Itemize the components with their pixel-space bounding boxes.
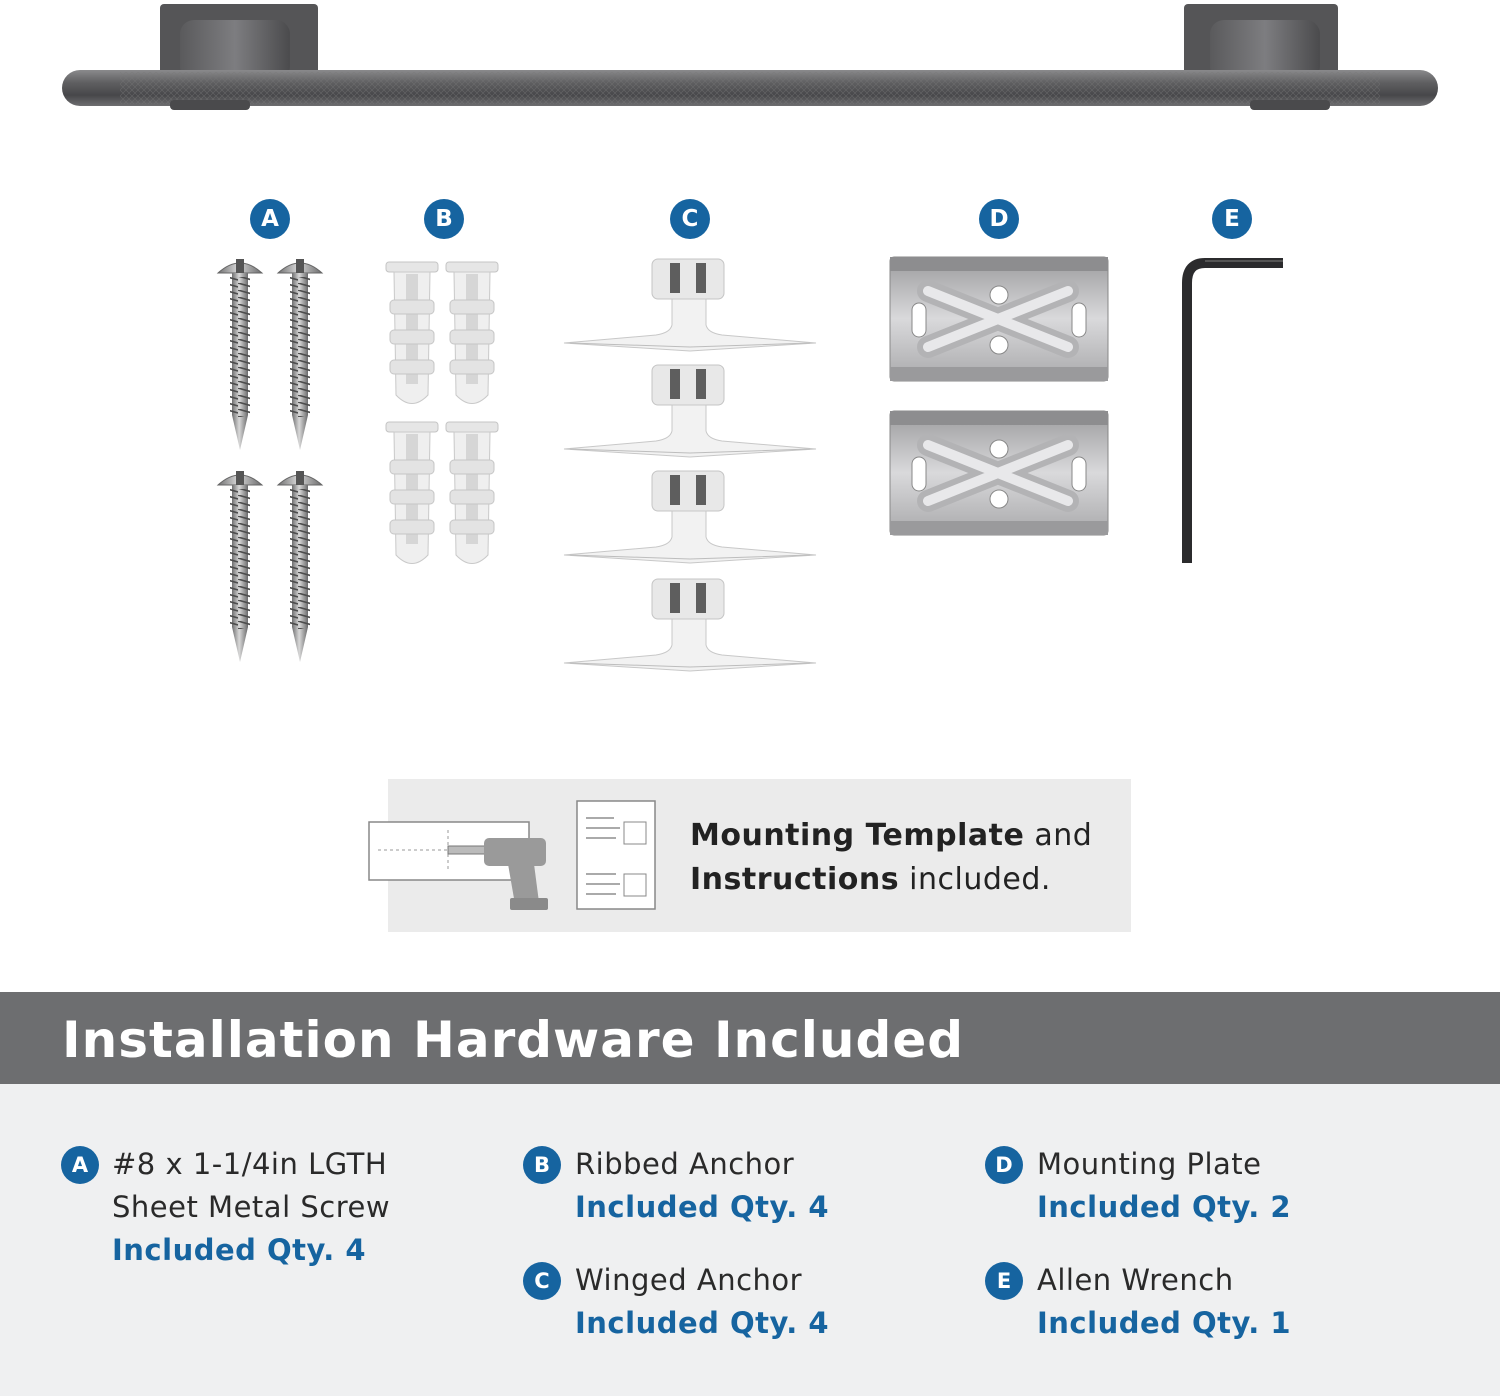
part-badge-a: A <box>250 199 290 239</box>
part-badge-e: E <box>1212 199 1252 239</box>
legend-item-b <box>575 1143 829 1229</box>
legend-description-c: Winged Anchor <box>575 1263 803 1297</box>
legend-item-e <box>1037 1259 1291 1345</box>
legend-item-d <box>1037 1143 1291 1229</box>
legend-description-e: Allen Wrench <box>1037 1263 1234 1297</box>
legend-qty-b: Included Qty. 4 <box>575 1190 830 1224</box>
template-note-bold2: Instructions <box>690 862 900 897</box>
screw-icon <box>210 255 330 670</box>
template-note <box>690 814 1092 902</box>
legend-description-b: Ribbed Anchor <box>575 1147 795 1181</box>
template-note-text1: and <box>1024 818 1093 853</box>
legend-badge-b: B <box>523 1146 561 1184</box>
legend-qty-a: Included Qty. 4 <box>112 1233 367 1267</box>
legend-badge-e: E <box>985 1262 1023 1300</box>
ribbed-anchor-icon <box>384 260 504 572</box>
legend-description-d: Mounting Plate <box>1037 1147 1262 1181</box>
template-note-text2: included. <box>899 862 1051 897</box>
instructions-document-icon <box>576 800 658 912</box>
legend-qty-e: Included Qty. 1 <box>1037 1306 1292 1340</box>
legend-qty-d: Included Qty. 2 <box>1037 1190 1292 1224</box>
towel-bar-image <box>0 0 1500 120</box>
part-badge-b: B <box>424 199 464 239</box>
winged-anchor-icon <box>560 255 822 675</box>
legend-qty-c: Included Qty. 4 <box>575 1306 830 1340</box>
section-title: Installation Hardware Included <box>62 1011 965 1069</box>
template-note-bold1: Mounting Template <box>690 818 1025 853</box>
mounting-plate-icon <box>888 255 1112 540</box>
legend-badge-c: C <box>523 1262 561 1300</box>
part-badge-d: D <box>979 199 1019 239</box>
legend-badge-d: D <box>985 1146 1023 1184</box>
legend-description-a-line2: Sheet Metal Screw <box>112 1190 391 1224</box>
allen-wrench-icon <box>1175 255 1290 570</box>
part-badge-c: C <box>670 199 710 239</box>
legend-badge-a: A <box>61 1146 99 1184</box>
legend-description-a-line1: #8 x 1-1/4in LGTH <box>112 1147 388 1181</box>
drill-template-icon <box>368 800 558 915</box>
legend-item-a <box>112 1143 390 1272</box>
legend-item-c <box>575 1259 829 1345</box>
